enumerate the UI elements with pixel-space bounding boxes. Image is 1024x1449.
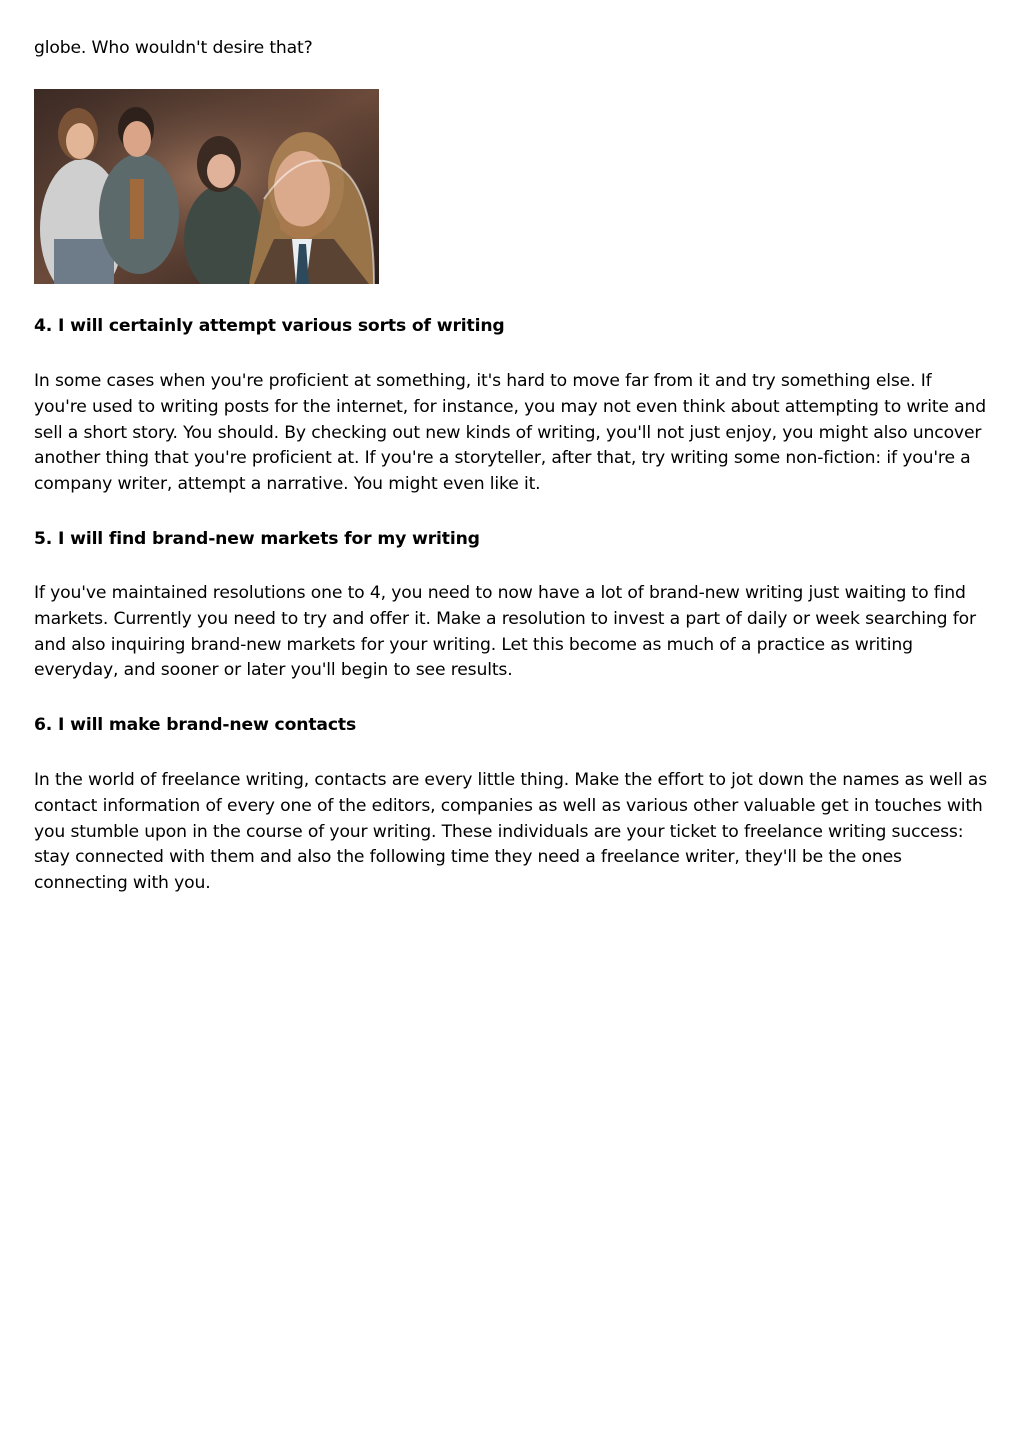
- section-5-body: If you've maintained resolutions one to 4, you need to now have a lot of brand-new writing just waiting to find markets. Currently you need to try and offer it. Make a resolution to invest a part of daily or week searching for and also inquiring brand-new markets for your writing. Let this become as much of a practice as writing everyday, and sooner or later you'll begin to see results.: [34, 583, 976, 681]
- section-4-body: In some cases when you're proficient at something, it's hard to move far from it and try something else. If you're used to writing posts for the internet, for instance, you may not even think about attempting to write and sell a short story. You should. By checking out new kinds of writing, you'll not just enjoy, you might also uncover another thing that you're proficient at. If you're a storyteller, after that, try writing some non-fiction: if you're a company writer, attempt a narrative. You might even like it.: [34, 371, 987, 495]
- section-5-heading: 5. I will find brand-new markets for my writing: [34, 529, 480, 549]
- section-6-heading: 6. I will make brand-new contacts: [34, 715, 357, 735]
- intro-paragraph: globe. Who wouldn't desire that?: [34, 38, 313, 58]
- section-6-body: In the world of freelance writing, contacts are every little thing. Make the effort to jot down the names as well as contact information of every one of the editors, companies as well as various other valuable get in touches with you stumble upon in the course of your writing. These individuals are your ticket to freelance writing success: stay connected with them and also the following time they need a freelance writer, they'll be the ones connecting with you.: [34, 770, 988, 894]
- section-4-heading: 4. I will certainly attempt various sorts of writing: [34, 316, 505, 336]
- photo-illustration: [34, 89, 379, 284]
- group-photo: [34, 89, 379, 284]
